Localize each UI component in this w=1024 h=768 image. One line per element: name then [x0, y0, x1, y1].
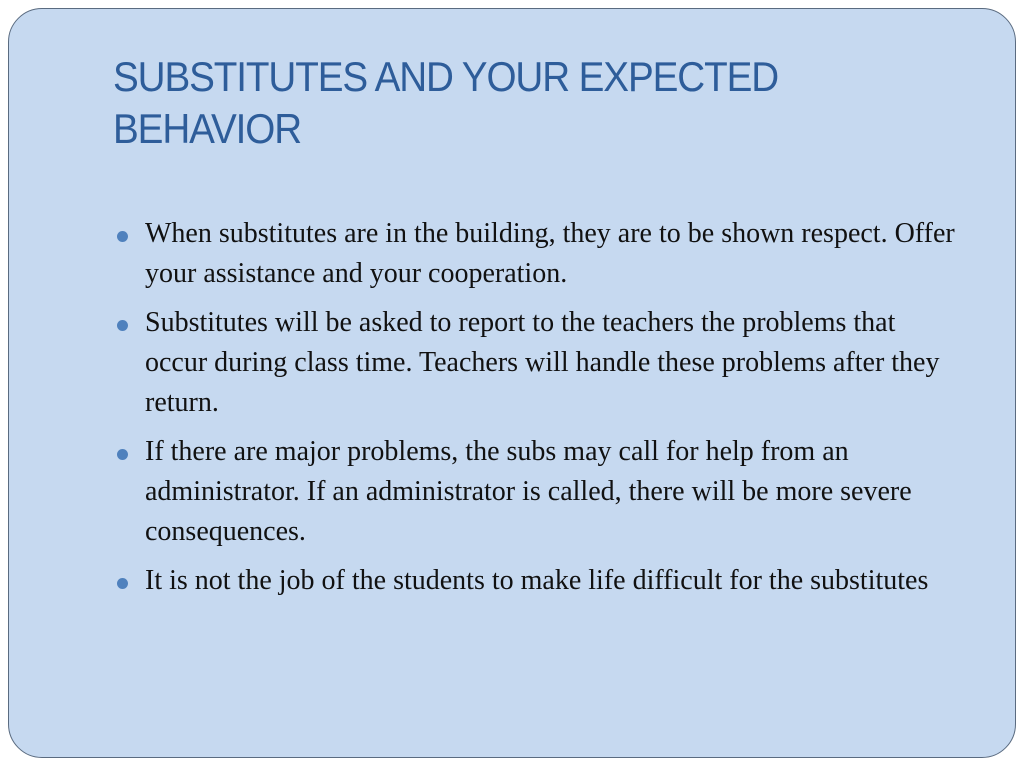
- bullet-text: When substitutes are in the building, they are to be shown respect. Offer your assistance and your cooperation.: [145, 218, 955, 289]
- bullet-text: If there are major problems, the subs may call for help from an administrator. If an administrator is called, there will be more severe consequences.: [145, 436, 912, 547]
- bullet-item: [113, 214, 963, 294]
- bullet-text: It is not the job of the students to make life difficult for the substitutes: [145, 565, 929, 596]
- slide-title: SUBSTITUTES AND YOUR EXPECTED BEHAVIOR: [113, 53, 779, 152]
- bullet-item: [113, 561, 963, 601]
- bullet-item: [113, 432, 963, 552]
- bullet-dot-icon: [117, 320, 128, 331]
- bullet-item: [113, 303, 963, 423]
- bullet-text: Substitutes will be asked to report to the teachers the problems that occur during class time. Teachers will handle these problems after they return.: [145, 307, 940, 418]
- bullet-list: [113, 214, 963, 610]
- bullet-dot-icon: [117, 578, 128, 589]
- bullet-dot-icon: [117, 231, 128, 242]
- slide-frame: [8, 8, 1016, 758]
- bullet-dot-icon: [117, 449, 128, 460]
